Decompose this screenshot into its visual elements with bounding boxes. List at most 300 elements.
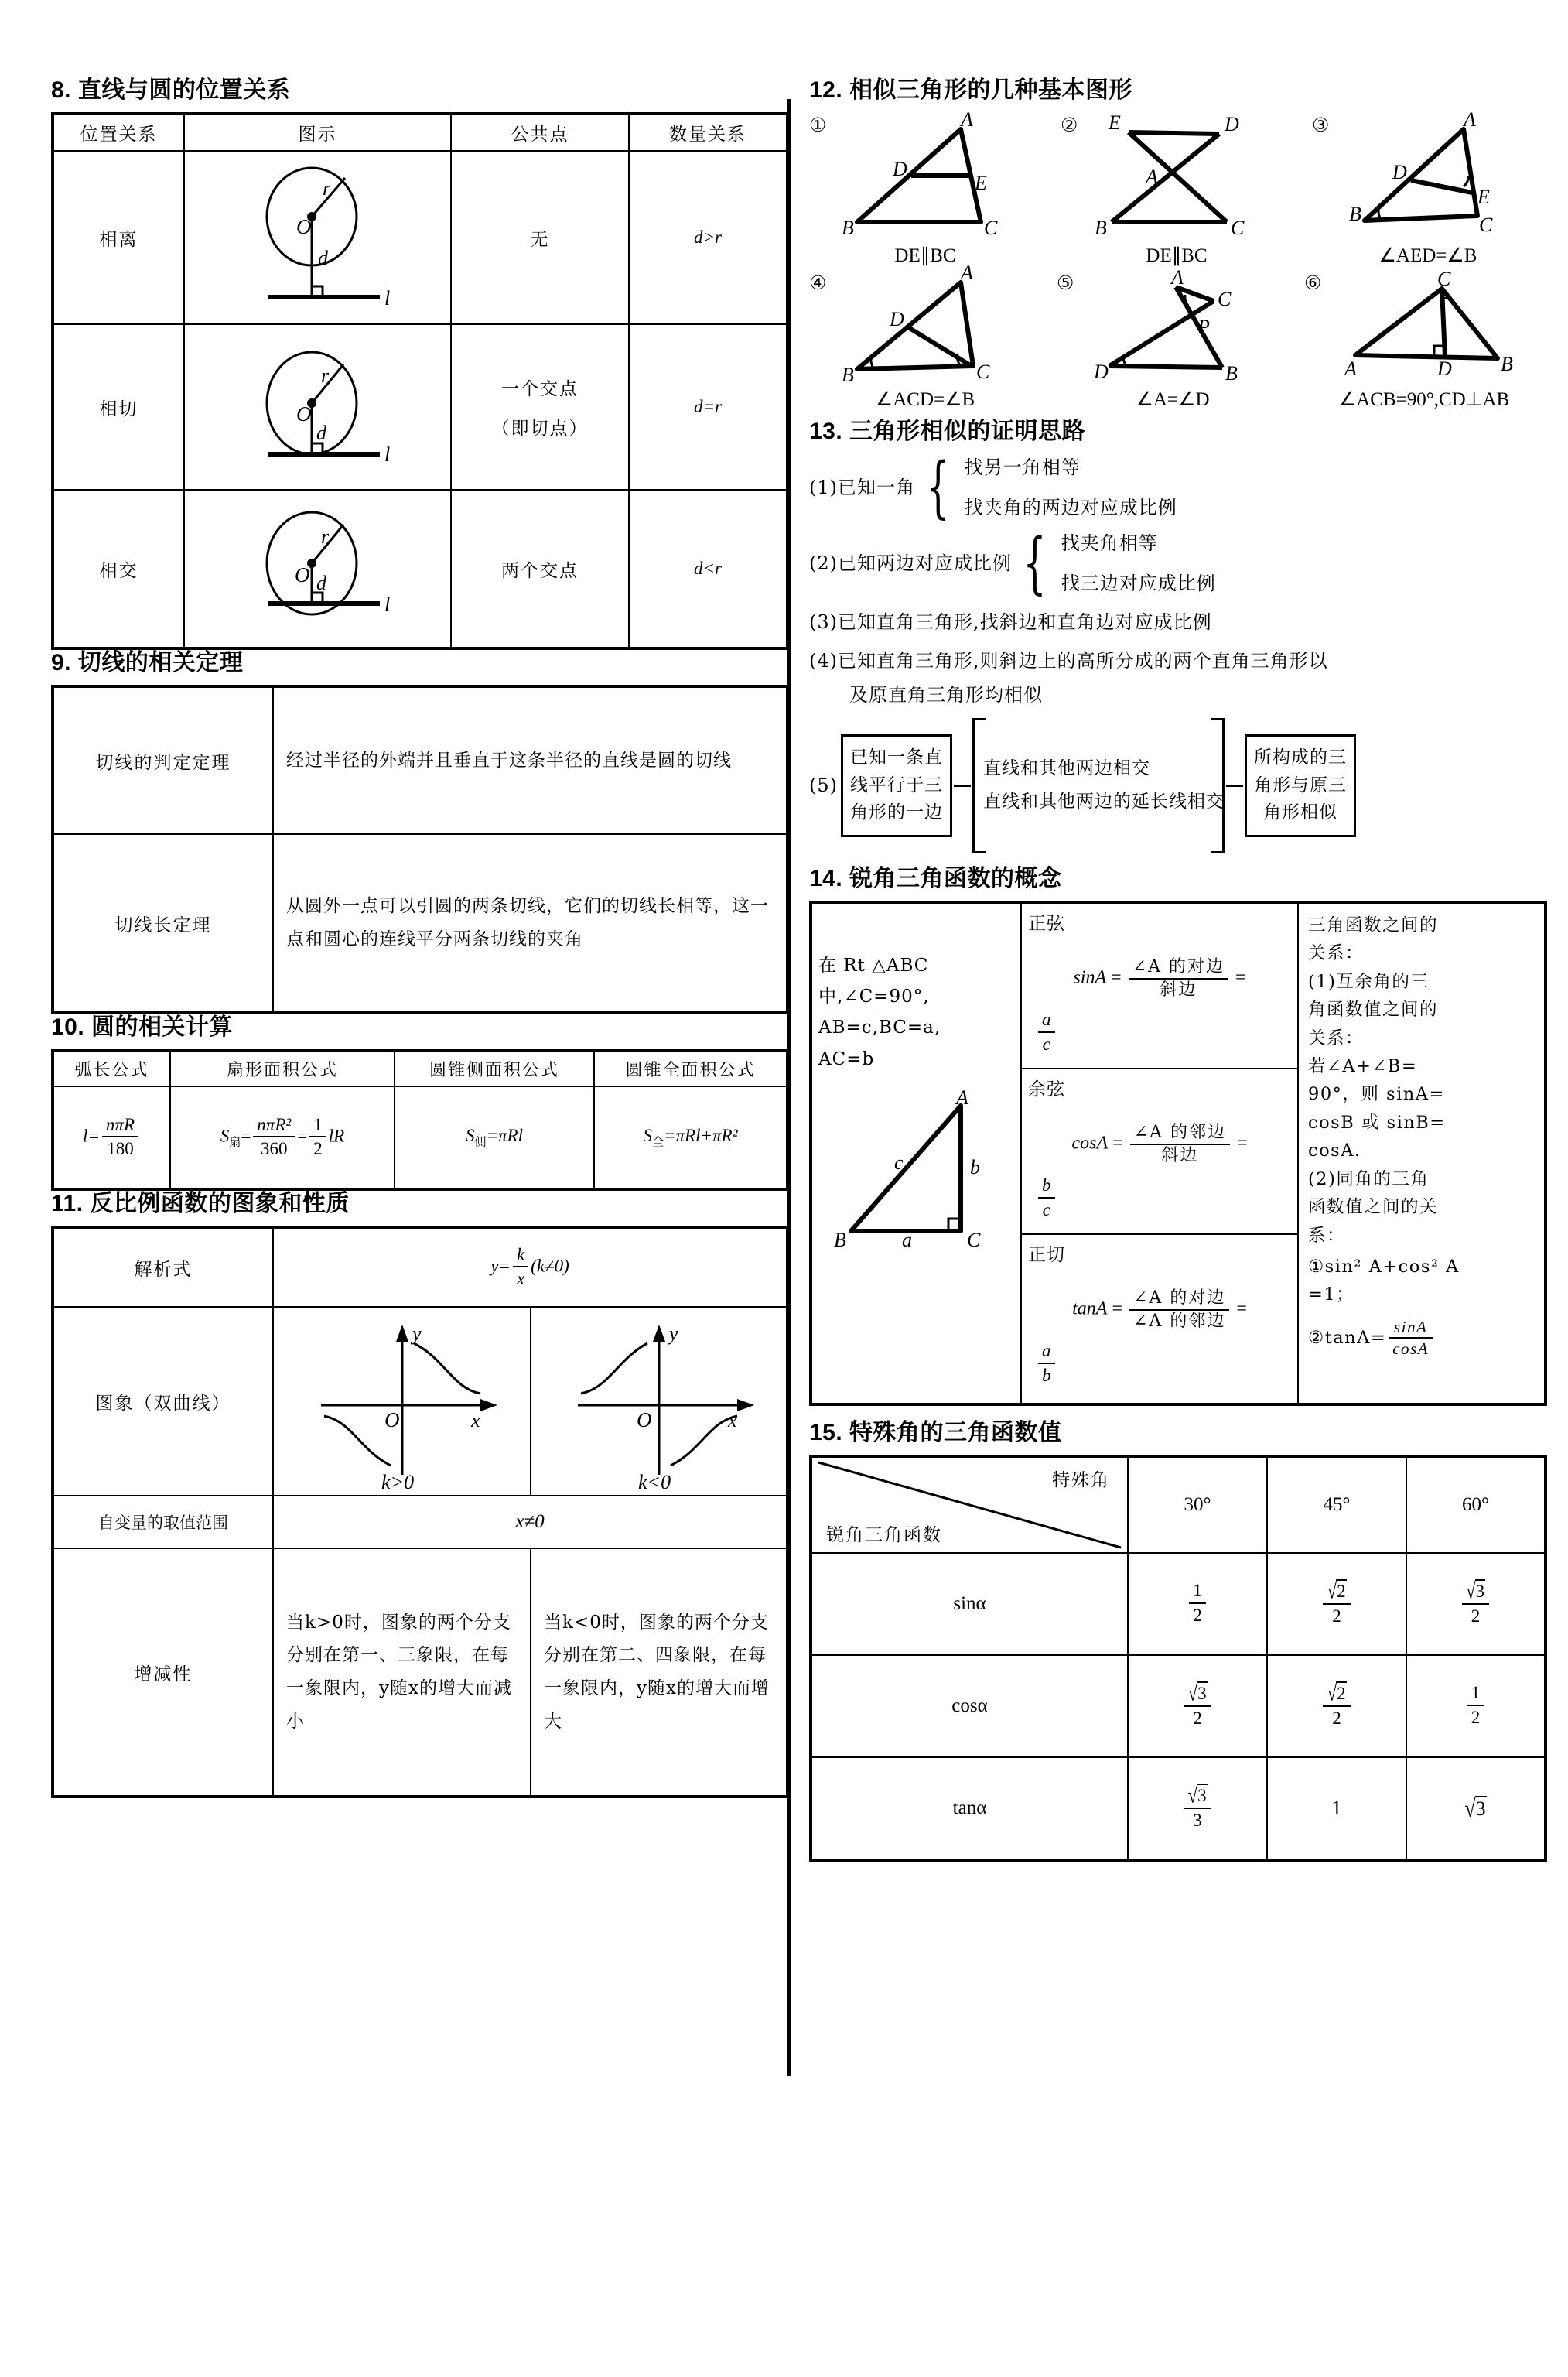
figure-3-caption: ∠AED=∠B [1378,245,1477,266]
table-row [811,1553,1546,1655]
frac-num: √3 [1184,1681,1211,1707]
svg-text:r: r [322,177,330,200]
proof-item-4-line1: (4)已知直角三角形,则斜边上的高所分成的两个直角三角形以 [809,650,1328,672]
right-triangle-setup-cell [811,902,1021,1404]
cosine-num: ∠A 的邻边 [1130,1122,1230,1145]
relation-line-6: 若∠A+∠B= [1308,1055,1418,1076]
monotonicity-label: 增减性 [53,1548,273,1797]
figure-number: ③ [1312,114,1330,136]
similar-figure-5 [1057,266,1289,411]
connector-dash [1226,785,1243,787]
frac-den: 3 [1193,1811,1202,1831]
radicand: 2 [1336,1579,1347,1603]
box2-line-1: 所构成的三 [1254,747,1347,768]
sector-half-den: 2 [313,1139,323,1159]
setup-line-2: 中,∠C=90°, [818,987,930,1007]
svg-text:k>0: k>0 [381,1471,414,1493]
svg-text:d: d [316,572,326,594]
intersect-circle-diagram [225,495,411,642]
quantity-relation-tangent: d=r [629,324,787,490]
angle-header-30: 30° [1128,1456,1267,1553]
trig-relations-cell [1298,902,1546,1404]
table-row [53,151,787,324]
svg-text:O: O [636,1408,651,1431]
domain-value: x≠0 [273,1496,787,1548]
right-column [809,77,1544,1862]
common-points-intersect: 两个交点 [451,490,629,648]
common-points-separate: 无 [451,151,629,324]
eq-sign: = [1112,1133,1123,1154]
trig-row-label-sin: sinα [811,1553,1128,1655]
proof-item-5-box-2 [1245,734,1356,837]
theorem-text-criterion: 经过半径的外端并且垂直于这条半径的直线是圆的切线 [273,686,787,834]
svg-text:x: x [727,1409,737,1431]
tangent-fn: tanA [1072,1298,1108,1319]
col-header-figure: 图示 [184,114,451,151]
svg-text:E: E [975,172,987,194]
relation-line-9: cosA. [1308,1141,1361,1161]
theorem-text-length: 从圆外一点可以引圆的两条切线，它们的切线长相等，这一点和圆心的连线平分两条切线的夹角 [273,834,787,1013]
sin-60-value [1406,1553,1546,1655]
figure-number: ② [1061,114,1078,136]
similar-figures-row-1 [809,108,1544,267]
col-header-arc-length: 弧长公式 [53,1051,170,1086]
svg-text:r: r [320,364,329,387]
frac-num: 1 [1467,1682,1484,1706]
figure-number: ① [809,114,827,136]
relation-line-8: cosB 或 sinB= [1308,1112,1446,1133]
proof-item-5-lead: (5) [809,775,838,797]
cosine-den: 斜边 [1161,1145,1199,1165]
figure-separate [184,151,451,324]
cone-tot-rhs: =πRl+πR² [664,1125,738,1145]
radicand: 2 [1336,1681,1347,1705]
eq-sign-2: = [1236,1298,1247,1319]
setup-line-3: AB=c,BC=a, [818,1017,941,1038]
sine-formula [1028,956,1291,1001]
svg-text:l: l [384,443,390,466]
svg-text:A: A [1171,266,1184,289]
figure-2-caption: DE∥BC [1146,245,1208,266]
figure-1-diagram [809,108,1041,242]
sine-fn: sinA [1073,967,1107,988]
arc-numerator: nπR [102,1114,138,1138]
svg-text:B: B [1095,217,1107,239]
svg-text:O: O [295,215,311,238]
tangent-theorems-table [51,685,789,1014]
sin-30-value [1128,1553,1267,1655]
svg-text:l: l [384,287,390,310]
relation-line-2: 关系： [1308,943,1365,964]
proof-item-2-branch-2: 找三边对应成比例 [1061,573,1216,594]
mid-line-1: 直线和其他两边相交 [983,758,1150,778]
inverse-function-table [51,1226,789,1798]
relation-line-5: 关系： [1308,1028,1365,1048]
section-13-title: 13. 三角形相似的证明思路 [809,419,1086,444]
cone-lat-rhs: =πRl [486,1125,523,1145]
proof-item-3: (3)已知直角三角形,找斜边和直角边对应成比例 [809,611,1212,633]
svg-text:y: y [668,1322,678,1345]
header-acute-trig: 锐角三角函数 [826,1524,942,1545]
expr-den: x [516,1269,525,1289]
angle-header-60: 60° [1406,1456,1546,1553]
sine-num: ∠A 的对边 [1129,956,1228,980]
angle-header-45: 45° [1267,1456,1406,1553]
cosine-vden: c [1042,1199,1050,1219]
line-circle-position-table [51,112,789,650]
table-header-row [53,114,787,151]
formula-arc-length [53,1086,170,1189]
proof-item-4-line2: 及原直角三角形均相似 [849,684,1043,706]
svg-text:A: A [961,108,973,131]
sector-subscript: 扇 [229,1136,241,1149]
radicand: 3 [1475,1579,1486,1603]
tangent-definition-cell [1021,1234,1298,1404]
svg-text:B: B [842,364,854,386]
tangent-den: ∠A 的邻边 [1133,1311,1226,1331]
sine-vnum: a [1038,1009,1055,1033]
table-row [53,490,787,648]
tan-45-value: 1 [1267,1757,1406,1860]
svg-text:D: D [1094,361,1109,383]
tangent-name: 正切 [1028,1244,1065,1265]
cosine-name: 余弦 [1028,1079,1065,1100]
svg-text:x: x [470,1409,480,1431]
svg-text:y: y [412,1322,422,1345]
mid-line-2: 直线和其他两边的延长线相交 [983,792,1225,812]
proof-item-2-branches [1061,529,1216,597]
tan-60-value: √3 [1406,1757,1546,1860]
svg-text:D: D [1225,113,1239,135]
tangent-num: ∠A 的对边 [1129,1288,1229,1311]
setup-text [818,950,1014,1075]
eq-sign-2: = [1235,967,1246,988]
frac-num: 1 [1189,1580,1206,1604]
proof-item-1-branch-1: 找另一角相等 [964,457,1081,478]
sine-den: 斜边 [1160,980,1197,1000]
section-10-title: 10. 圆的相关计算 [51,1014,234,1040]
formula-cone-total [594,1086,787,1189]
frac-den: 2 [1332,1606,1341,1626]
table-row [811,1655,1546,1757]
svg-text:B: B [1225,362,1238,385]
similar-figure-3 [1312,108,1544,267]
diagonal-header [818,1462,1121,1548]
svg-text:a: a [901,1228,912,1251]
tangent-circle-diagram [225,330,411,484]
frac-den: 2 [1332,1708,1341,1729]
svg-text:b: b [969,1155,980,1178]
box1-line-2: 线平行于三 [850,775,943,795]
cone-tot-lhs: S [643,1125,652,1145]
trig-row-label-tan: tanα [811,1757,1128,1860]
special-angle-values-table [809,1455,1547,1862]
tangent-vnum: a [1038,1340,1055,1364]
table-row [811,902,1546,1069]
setup-line-1: 在 Rt △ABC [818,955,929,976]
figure-4-caption: ∠ACD=∠B [875,389,975,410]
right-triangle-diagram [828,1086,1006,1261]
figure-tangent [184,324,451,490]
separate-circle-diagram [225,156,411,319]
frac-den: 2 [1471,1708,1481,1728]
svg-text:C: C [1218,288,1232,310]
svg-text:O: O [384,1408,399,1431]
box2-line-2: 角形与原三 [1254,775,1347,795]
svg-text:C: C [1231,217,1245,239]
svg-text:r: r [320,525,329,548]
frac-num: √2 [1323,1579,1350,1605]
sector-lhs: S [220,1126,230,1146]
frac-den: 2 [1471,1606,1481,1626]
common-points-tangent [451,324,629,490]
svg-text:D: D [890,308,904,330]
svg-text:d: d [316,422,326,444]
figure-6-caption: ∠ACB=90°,CD⊥AB [1338,389,1510,410]
monotonicity-k-positive: 当k>0时，图象的两个分支分别在第一、三象限，在每一象限内，y随x的增大而减小 [273,1548,531,1797]
hyperbola-k-negative [547,1312,771,1493]
sector-numerator: nπR² [253,1114,295,1138]
sin-45-value [1267,1553,1406,1655]
similar-figure-4 [809,262,1041,411]
table-row [53,1496,787,1548]
figure-number: ⑤ [1057,272,1074,294]
circle-formulas-table [51,1049,789,1191]
svg-text:k<0: k<0 [637,1471,671,1493]
svg-text:C: C [976,361,990,383]
svg-text:P: P [1197,316,1210,338]
proof-item-5 [809,718,1544,853]
cosine-formula [1028,1122,1291,1167]
proof-item-1-branch-2: 找夹角的两边对应成比例 [964,497,1177,518]
svg-text:C: C [966,1228,980,1251]
svg-text:A: A [1464,108,1476,131]
table-row [53,1307,787,1496]
sector-eq2: = [297,1126,308,1146]
table-row [53,834,787,1013]
svg-text:l: l [384,593,390,616]
arc-denominator: 180 [107,1139,134,1159]
cone-tot-sub: 全 [652,1136,664,1149]
position-name-intersect: 相交 [53,490,184,648]
position-name-tangent: 相切 [53,324,184,490]
figure-1-caption: DE∥BC [894,245,956,266]
connector-dash [954,785,971,787]
similar-figure-2 [1061,112,1293,267]
sine-name: 正弦 [1028,913,1065,934]
proof-item-1-lead: (1)已知一角 [809,477,915,498]
table-row [53,324,787,490]
similar-figure-6 [1304,270,1544,411]
figure-2-diagram [1061,112,1293,242]
table-header-row [811,1456,1546,1553]
eq-sign: = [1112,1298,1122,1319]
position-name-separate: 相离 [53,151,184,324]
tangent-points-line2: （即切点） [491,419,589,439]
relation-line-4: 角函数值之间的 [1308,1000,1439,1021]
cone-lat-sub: 侧 [474,1136,487,1149]
graph-label: 图象（双曲线） [53,1307,273,1496]
graph-k-positive [273,1307,531,1496]
proof-item-2 [809,524,1544,602]
svg-text:E: E [1477,186,1490,208]
proof-item-1 [809,448,1544,526]
relation-line-10: (2)同角的三角 [1308,1168,1430,1189]
proof-item-1-branches [965,453,1177,522]
cosine-definition-cell [1021,1069,1298,1234]
cone-lat-lhs: S [466,1125,475,1145]
svg-text:O: O [295,402,311,426]
figure-5-diagram [1057,266,1289,386]
proof-item-5-bracket-group [972,718,1225,853]
svg-text:B: B [833,1228,846,1251]
svg-text:D: D [893,158,907,180]
cosine-value [1028,1175,1291,1222]
svg-text:D: D [1437,357,1452,380]
figure-5-caption: ∠A=∠D [1136,389,1210,410]
similar-figures-row-2 [809,262,1544,411]
arc-lhs: l= [83,1126,100,1146]
formula-cone-lateral [395,1086,594,1189]
setup-line-4: AC=b [818,1048,875,1069]
similarity-proof-list [809,448,1544,853]
cosine-vnum: b [1038,1175,1055,1199]
svg-text:A: A [955,1086,968,1109]
theorem-name-length: 切线长定理 [53,834,273,1013]
tan-identity-den: cosA [1392,1339,1430,1359]
tan-identity-num: sinA [1389,1317,1433,1339]
section-14-title: 14. 锐角三角函数的概念 [809,865,1062,891]
frac-den: 2 [1193,1606,1202,1626]
relation-line-7: 90°，则 sinA= [1308,1084,1445,1105]
eq-sign: = [1111,967,1122,988]
cos-45-value [1267,1655,1406,1757]
svg-text:C: C [984,217,998,239]
section-8-title: 8. 直线与圆的位置关系 [51,77,291,103]
frac-num: √3 [1462,1579,1489,1605]
domain-label: 自变量的取值范围 [53,1496,273,1548]
figure-3-diagram [1312,108,1544,242]
similar-figure-1 [809,108,1041,267]
expression-value [273,1227,787,1307]
table-row [53,1548,787,1797]
svg-text:d: d [317,247,328,269]
tangent-points-line1: 一个交点 [501,379,579,399]
graph-k-negative [531,1307,787,1496]
table-row [53,1086,787,1189]
box1-line-3: 角形的一边 [850,802,943,823]
figure-number: ④ [809,272,827,294]
sine-definition-cell [1021,902,1298,1069]
table-row [53,686,787,834]
figure-number: ⑥ [1304,272,1322,294]
proof-item-5-box-1 [841,734,952,837]
sine-value [1028,1009,1291,1056]
svg-text:C: C [1437,268,1451,290]
radicand: 3 [1197,1681,1208,1705]
tangent-value [1028,1340,1291,1387]
svg-text:E: E [1109,111,1121,134]
relation-line-12: 系： [1308,1225,1346,1246]
svg-text:A: A [1344,357,1357,380]
svg-text:B: B [1349,203,1361,225]
relations-text [1308,911,1535,1360]
col-header-position: 位置关系 [53,114,184,151]
svg-text:B: B [842,217,854,239]
formula-sector-area [170,1086,395,1189]
expr-num: k [513,1244,528,1268]
diagonal-header-cell [811,1456,1128,1553]
expr-lhs: y= [490,1256,511,1276]
hyperbola-k-positive [290,1312,514,1493]
cosine-fn: cosA [1071,1133,1109,1154]
col-header-cone-lateral: 圆锥侧面积公式 [395,1051,594,1086]
figure-6-diagram [1304,270,1544,386]
svg-text:A: A [1146,166,1158,188]
trig-row-label-cos: cosα [811,1655,1128,1757]
header-special-angle: 特殊角 [1052,1469,1110,1490]
proof-item-2-lead: (2)已知两边对应成比例 [809,552,1012,574]
trig-concept-table [809,901,1547,1406]
svg-text:B: B [1501,353,1513,375]
quantity-relation-separate: d>r [629,151,787,324]
relation-identity-1b: =1； [1308,1284,1355,1305]
relation-identity-2 [1308,1317,1535,1360]
frac-num: √2 [1323,1681,1350,1707]
figure-4-diagram [809,262,1041,386]
relation-line-11: 函数值之间的关 [1308,1197,1439,1218]
svg-text:c: c [893,1151,904,1174]
proof-item-2-branch-1: 找夹角相等 [1061,532,1158,554]
figure-intersect [184,490,451,648]
box1-line-1: 已知一条直 [850,747,943,768]
cos-30-value [1128,1655,1267,1757]
quantity-relation-intersect: d<r [629,490,787,648]
svg-text:D: D [1392,161,1407,183]
relation-line-1: 三角函数之间的 [1308,915,1439,935]
tan-30-value [1128,1757,1267,1860]
svg-text:O: O [294,563,309,587]
tan-identity-lead: ②tanA= [1308,1327,1387,1348]
svg-text:C: C [1479,214,1493,236]
sector-half-num: 1 [309,1114,326,1138]
brace-icon: { [926,448,951,526]
eq-sign-2: = [1236,1133,1248,1154]
sector-tail: lR [328,1126,345,1146]
col-header-sector-area: 扇形面积公式 [170,1051,395,1086]
box2-line-3: 角形相似 [1263,802,1337,823]
tangent-vden: b [1042,1365,1051,1385]
col-header-cone-total: 圆锥全面积公式 [594,1051,787,1086]
section-11-title: 11. 反比例函数的图象和性质 [51,1191,350,1216]
expression-label: 解析式 [53,1227,273,1307]
section-15-title: 15. 特殊角的三角函数值 [809,1419,1062,1445]
svg-text:A: A [961,262,973,284]
col-header-quantity: 数量关系 [629,114,787,151]
sector-eq: = [241,1126,251,1146]
cos-60-value [1406,1655,1546,1757]
theorem-name-criterion: 切线的判定定理 [53,686,273,834]
relation-identity-1: ①sin² A+cos² A [1308,1257,1460,1277]
relation-line-3: (1)互余角的三 [1308,971,1430,992]
brace-icon: { [1023,524,1047,602]
radicand: 3 [1197,1784,1208,1808]
section-12-title: 12. 相似三角形的几种基本图形 [809,77,1133,103]
sector-denominator: 360 [261,1139,288,1159]
table-row [53,1227,787,1307]
sine-vden: c [1042,1034,1050,1054]
expr-tail: (k≠0) [531,1256,569,1276]
